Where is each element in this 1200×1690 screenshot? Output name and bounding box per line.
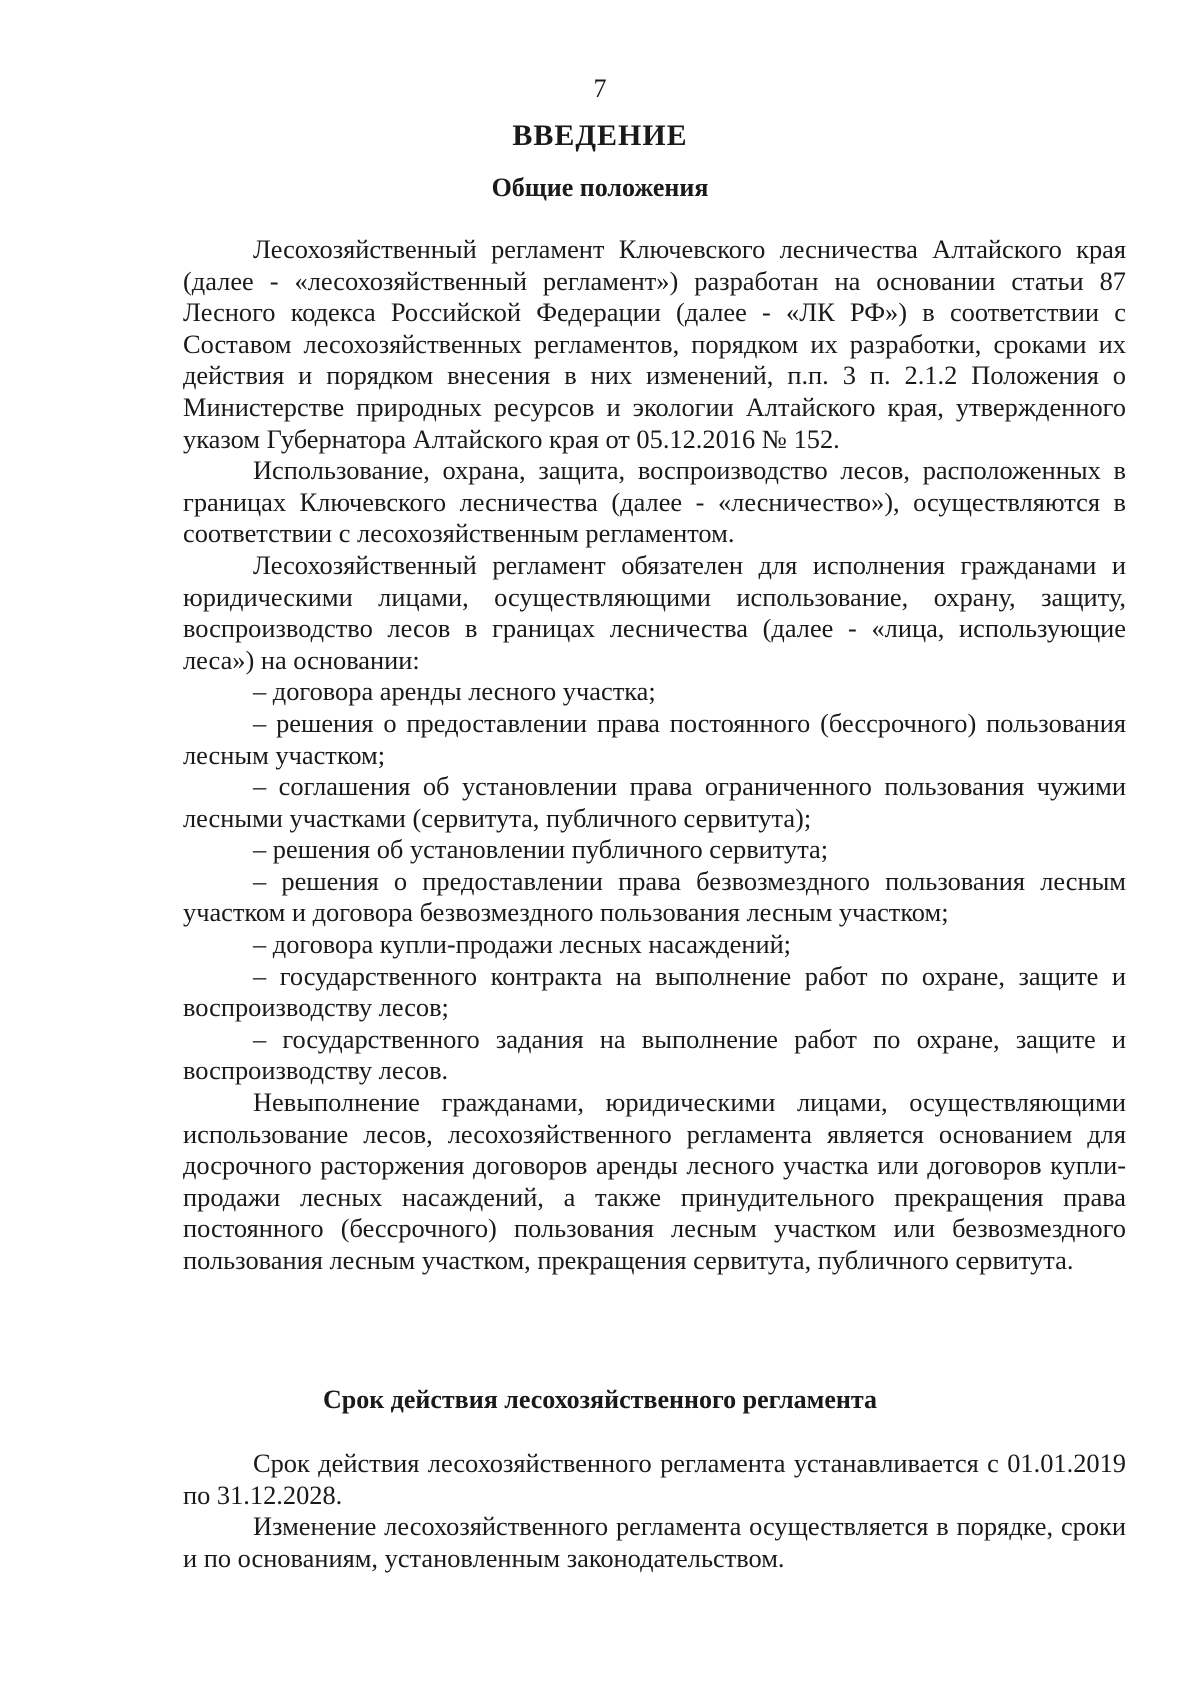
page-title: ВВЕДЕНИЕ: [512, 119, 688, 152]
section-heading-general: Общие положения: [491, 173, 709, 202]
list-item: – соглашения об установлении права ограниченного пользования чужими лесными участками (сервитута, публичного сервитута);: [183, 771, 1126, 833]
general-provisions-text: [183, 234, 1126, 1277]
section-heading-validity: Срок действия лесохозяйственного регламента: [322, 1385, 878, 1414]
list-item: – решения о предоставлении права постоянного (бессрочного) пользования лесным участком;: [183, 707, 1126, 770]
list-item: – решения о предоставлении права безвозмездного пользования лесным участком и договора безвозмездного пользования лесным участком;: [183, 865, 1126, 928]
list-item: – государственного задания на выполнение работ по охране, защите и воспроизводству лесов.: [183, 1023, 1126, 1086]
paragraph: Использование, охрана, защита, воспроизводство лесов, расположенных в границах Ключевского лесничества (далее - «лесничество»), осуществляются в соответствии с лесохозяйственным регламентом.: [183, 455, 1126, 549]
list-item: – государственного контракта на выполнение работ по охране, защите и воспроизводству лесов;: [183, 960, 1126, 1023]
paragraph: Невыполнение гражданами, юридическими лицами, осуществляющими использование лесов, лесохозяйственного регламента является основанием для досрочного расторжения договоров аренды лесного участка или договоров купли-продажи лесных насаждений, а также принудительного прекращения права постоянного (бессрочного) пользования лесным участком или безвозмездного пользования лесным участком, прекращения сервитута, публичного сервитута.: [183, 1087, 1126, 1275]
paragraph: Изменение лесохозяйственного регламента осуществляется в порядке, сроки и по основаниям, установленным законодательством.: [183, 1511, 1126, 1573]
list-item: – договора купли-продажи лесных насаждений;: [253, 929, 792, 960]
paragraph: Лесохозяйственный регламент обязателен для исполнения гражданами и юридическими лицами, осуществляющими использование, охрану, защиту, воспроизводство лесов в границах лесничества (далее - «лица, использующие леса») на основании:: [183, 549, 1126, 675]
page-number: 7: [593, 74, 607, 103]
validity-text: [183, 1448, 1126, 1574]
paragraph: Срок действия лесохозяйственного регламента устанавливается с 01.01.2019 по 31.12.2028.: [183, 1448, 1126, 1510]
paragraph: Лесохозяйственный регламент Ключевского лесничества Алтайского края (далее - «лесохозяйственный регламент») разработан на основании статьи 87 Лесного кодекса Российской Федерации (далее - «ЛК РФ») в соответствии с Составом лесохозяйственных регламентов, порядком их разработки, сроками их действия и порядком внесения в них изменений, п.п. 3 п. 2.1.2 Положения о Министерстве природных ресурсов и экологии Алтайского края, утвержденного указом Губернатора Алтайского края от 05.12.2016 № 152.: [183, 234, 1126, 454]
list-item: – договора аренды лесного участка;: [253, 676, 656, 707]
list-item: – решения об установлении публичного сервитута;: [253, 834, 829, 865]
